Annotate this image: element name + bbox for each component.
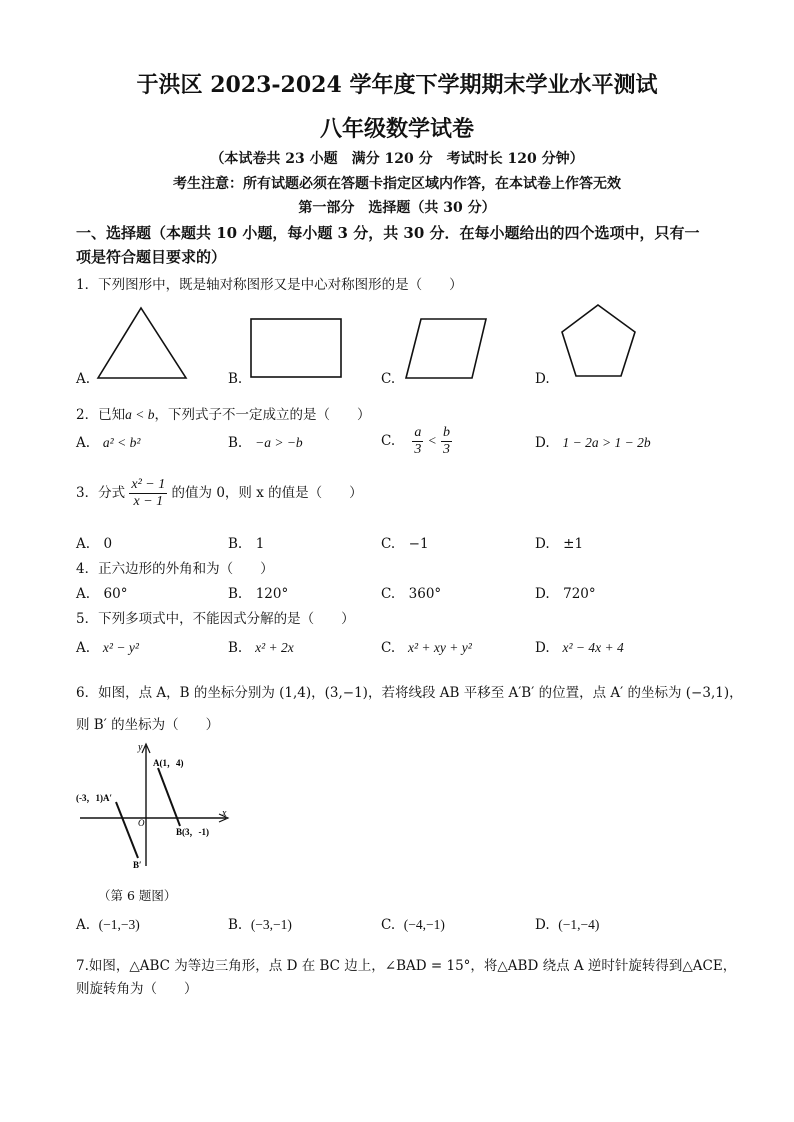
q7-stem-line2: 则旋转角为（ ） bbox=[76, 981, 198, 997]
q3-option-b[interactable]: B. 1 bbox=[228, 536, 265, 552]
q6-option-c[interactable]: C. (−4,−1) bbox=[381, 917, 445, 933]
point-B2-label: B′ bbox=[133, 860, 142, 870]
q6-stem-line1: 6．如图，点 A，B 的坐标分别为 (1,4)，(3,−1)，若将线段 AB 平移至 A′B′ 的位置，点 A′ 的坐标为 (−3,1)， bbox=[76, 685, 743, 701]
q3-option-d[interactable]: D. ±1 bbox=[535, 536, 584, 552]
y-axis-label: y bbox=[138, 742, 143, 753]
x-axis-label: x bbox=[222, 808, 227, 819]
point-B-label: B(3，-1) bbox=[176, 827, 209, 837]
q1-option-a[interactable]: A. bbox=[76, 371, 91, 387]
q5-option-c[interactable]: C. x² + xy + y² bbox=[381, 640, 472, 656]
segment-A2B2 bbox=[116, 802, 138, 858]
triangle-shape bbox=[98, 308, 186, 378]
q1-option-d[interactable]: D. bbox=[535, 371, 550, 387]
q6-option-d[interactable]: D. (−1,−4) bbox=[535, 917, 600, 933]
exam-notice: 考生注意：所有试题必须在答题卡指定区域内作答，在本试卷上作答无效 bbox=[173, 176, 621, 192]
q4-stem: 4．正六边形的外角和为（ ） bbox=[76, 561, 274, 577]
q5-option-d[interactable]: D. x² − 4x + 4 bbox=[535, 640, 624, 656]
section-heading-line1: 一、选择题（本题共 10 小题，每小题 3 分，共 30 分．在每小题给出的四个选项中，只有一 bbox=[76, 224, 700, 242]
part-title: 第一部分 选择题（共 30 分） bbox=[298, 200, 496, 216]
q2-option-a[interactable]: A. a² < b² bbox=[76, 435, 141, 451]
exam-subtitle: 八年级数学试卷 bbox=[319, 116, 474, 142]
q3-fraction: $\frac{\text{x² − 1}}{x - 1}$ bbox=[131, 477, 166, 509]
q4-option-a[interactable]: A. 60° bbox=[76, 586, 128, 602]
q6-figure-caption: （第 6 题图） bbox=[98, 888, 177, 903]
segment-AB bbox=[158, 768, 180, 826]
q2-option-d[interactable]: D. 1 − 2a > 1 − 2b bbox=[535, 435, 651, 451]
q6-option-b[interactable]: B. (−3,−1) bbox=[228, 917, 292, 933]
q6-figure bbox=[76, 738, 246, 870]
q3-option-a[interactable]: A. 0 bbox=[76, 536, 113, 552]
q4-option-b[interactable]: B. 120° bbox=[228, 586, 289, 602]
parallelogram-shape bbox=[406, 319, 486, 378]
q1-stem: 1．下列图形中，既是轴对称图形又是中心对称图形的是（ ） bbox=[76, 277, 463, 293]
q5-option-b[interactable]: B. x² + 2x bbox=[228, 640, 294, 656]
pentagon-shape bbox=[562, 305, 635, 376]
origin-label: O bbox=[138, 818, 145, 828]
q1-figures bbox=[76, 300, 676, 390]
point-A2-label: (-3，1)A′ bbox=[76, 793, 113, 803]
q4-option-c[interactable]: C. 360° bbox=[381, 586, 442, 602]
q2-option-b[interactable]: B. −a > −b bbox=[228, 435, 303, 451]
q1-option-b[interactable]: B. bbox=[228, 371, 243, 387]
q1-option-c[interactable]: C. bbox=[381, 371, 396, 387]
q3-stem: 3．分式 $\frac{\text{x² − 1}}{x - 1}$ 的值为 0，则 x 的值是（ ） bbox=[76, 477, 363, 509]
q5-stem: 5．下列多项式中，不能因式分解的是（ ） bbox=[76, 611, 355, 627]
point-A-label: A(1，4) bbox=[153, 758, 184, 768]
q2-c-frac-left: $\frac{a}{3}$ bbox=[414, 425, 422, 457]
section-heading-line2: 项是符合题目要求的） bbox=[76, 248, 227, 266]
q5-option-a[interactable]: A. x² − y² bbox=[76, 640, 139, 656]
q7-stem-line1: 7.如图，△ABC 为等边三角形，点 D 在 BC 边上，∠BAD = 15°，将△ABD 绕点 A 逆时针旋转得到△ACE， bbox=[76, 958, 737, 974]
rectangle-shape bbox=[251, 319, 341, 377]
q3-option-c[interactable]: C. −1 bbox=[381, 536, 429, 552]
q6-option-a[interactable]: A. (−1,−3) bbox=[76, 917, 140, 933]
q2-c-frac-right: $\frac{b}{3}$ bbox=[443, 425, 451, 457]
exam-info: （本试卷共 23 小题 满分 120 分 考试时长 120 分钟） bbox=[210, 151, 584, 167]
exam-title: 于洪区 2023-2024 学年度下学期期末学业水平测试 bbox=[136, 72, 658, 98]
q2-option-c[interactable]: C. $\frac{a}{3}$ < $\frac{b}{3}$ bbox=[381, 425, 451, 457]
q2-stem: 2．已知a < b，下列式子不一定成立的是（ ） bbox=[76, 407, 371, 423]
q4-option-d[interactable]: D. 720° bbox=[535, 586, 596, 602]
q6-stem-line2: 则 B′ 的坐标为（ ） bbox=[76, 717, 220, 733]
